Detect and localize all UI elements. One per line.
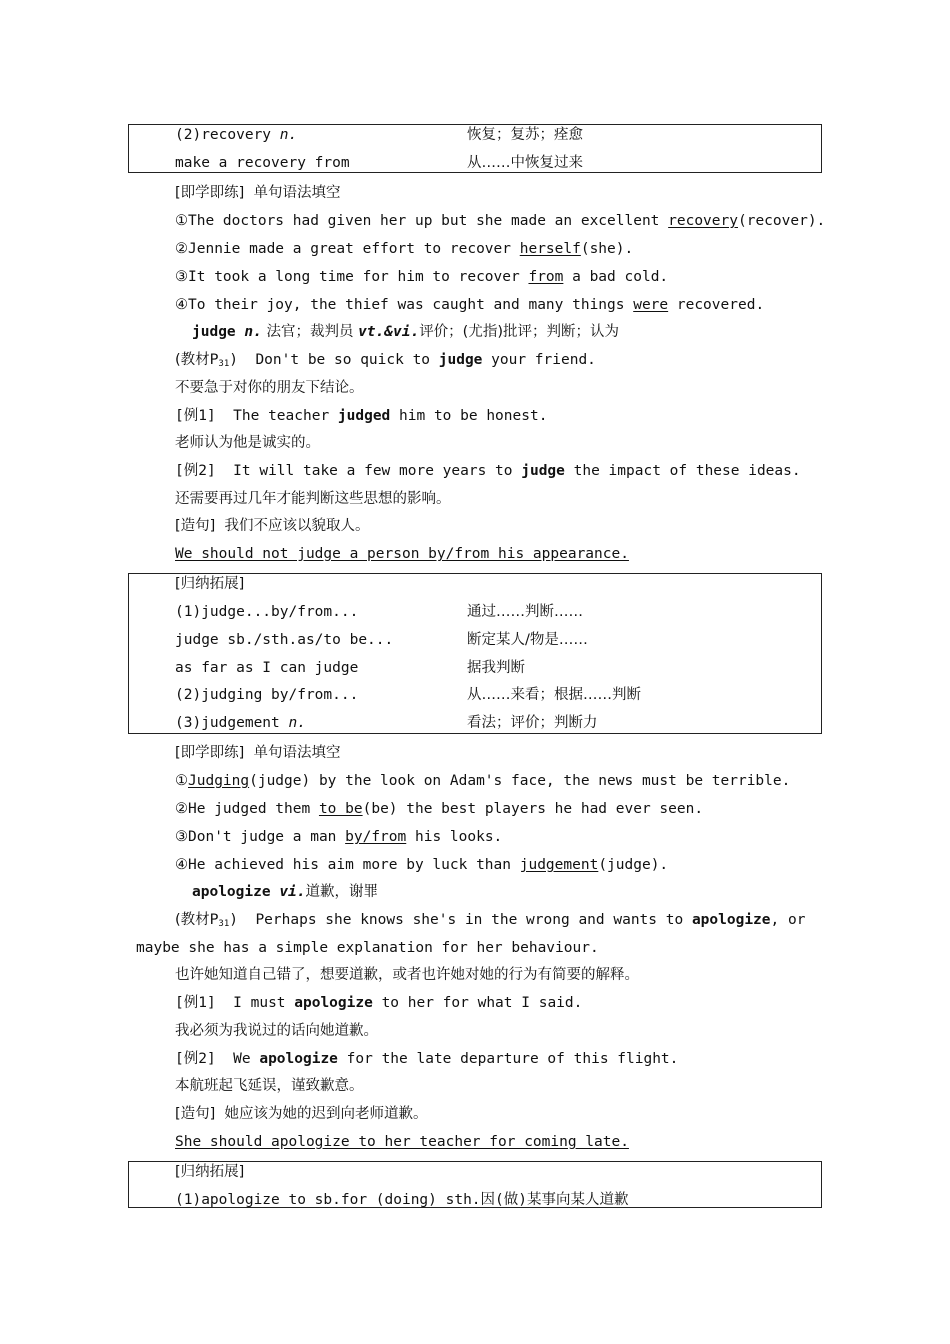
practice-item: ③It took a long time for him to recover from a bad cold. <box>175 269 669 285</box>
vocab-entry-judge: judge n. 法官；裁判员 vt.&vi.评价；(尤指)批评；判断；认为 <box>192 324 620 340</box>
box2-term: (1)judge...by/from... <box>175 604 359 620</box>
box1-meaning-recovery: 恢复；复苏；痊愈 <box>467 127 583 143</box>
vocab-entry-apologize: apologize vi.道歉，谢罪 <box>192 884 379 900</box>
translation: 还需要再过几年才能判断这些思想的影响。 <box>175 491 451 507</box>
practice-heading: [即学即练] 单句语法填空 <box>175 745 341 761</box>
answer: recovery <box>668 213 738 229</box>
textbook-sentence: (教材$P_{31}$) Perhaps she knows she's in the wrong and wants to apologize, or <box>175 912 806 929</box>
translation: 也许她知道自己错了，想要道歉，或者也许她对她的行为有简要的解释。 <box>175 967 639 983</box>
example-2: [例2] It will take a few more years to judge the impact of these ideas. <box>175 463 801 479</box>
box2-term: judge sb./sth.as/to be... <box>175 632 394 648</box>
practice-item: ④To their joy, the thief was caught and many things were recovered. <box>175 297 765 313</box>
example-1: [例1] The teacher judged him to be honest. <box>175 408 548 424</box>
box2-term: (2)judging by/from... <box>175 687 359 703</box>
example-2: [例2] We apologize for the late departure of this flight. <box>175 1051 679 1067</box>
translation: 我必须为我说过的话向她道歉。 <box>175 1023 378 1039</box>
answer: were <box>633 297 669 313</box>
practice-heading: [即学即练] 单句语法填空 <box>175 185 341 201</box>
box1-term-recovery: (2)recovery n. <box>175 127 298 143</box>
box2-term: as far as I can judge <box>175 660 359 676</box>
practice-item: ③Don't judge a man by/from his looks. <box>175 829 503 845</box>
box2-meaning: 从……来看；根据……判断 <box>467 687 641 703</box>
box2-meaning: 据我判断 <box>467 660 525 676</box>
practice-item: ②Jennie made a great effort to recover herself(she). <box>175 241 634 257</box>
make-sentence-answer: She should apologize to her teacher for coming late. <box>175 1134 629 1150</box>
answer: judgement <box>519 857 599 873</box>
box2-meaning: 看法；评价；判断力 <box>467 715 598 731</box>
make-sentence-prompt: [造句] 她应该为她的迟到向老师道歉。 <box>175 1106 428 1122</box>
answer: Judging <box>188 773 250 789</box>
translation: 不要急于对你的朋友下结论。 <box>175 380 364 396</box>
practice-item: ①The doctors had given her up but she made an excellent recovery(recover). <box>175 213 826 229</box>
practice-item: ④He achieved his aim more by luck than judgement(judge). <box>175 857 669 873</box>
summary-heading: [归纳拓展] <box>175 1164 245 1180</box>
translation: 老师认为他是诚实的。 <box>175 435 320 451</box>
answer: to be <box>318 801 363 817</box>
textbook-sentence-cont: maybe she has a simple explanation for her behaviour. <box>136 940 599 956</box>
example-1: [例1] I must apologize to her for what I said. <box>175 995 583 1011</box>
summary-heading: [归纳拓展] <box>175 576 245 592</box>
box3-term: (1)apologize to sb.for (doing) sth.因(做)某事向某人道歉 <box>175 1192 629 1208</box>
box2-meaning: 通过……判断…… <box>467 604 583 620</box>
box1-meaning-make-recovery: 从……中恢复过来 <box>467 155 583 171</box>
translation: 本航班起飞延误，谨致歉意。 <box>175 1078 364 1094</box>
answer: herself <box>519 241 581 257</box>
box2-term: (3)judgement n. <box>175 715 306 731</box>
practice-item: ①Judging(judge) by the look on Adam's face, the news must be terrible. <box>175 773 791 789</box>
practice-item: ②He judged them to be(be) the best players he had ever seen. <box>175 801 704 817</box>
textbook-sentence: (教材$P_{31}$) Don't be so quick to judge your friend. <box>175 352 596 369</box>
summary-box-judge <box>128 573 822 734</box>
make-sentence-prompt: [造句] 我们不应该以貌取人。 <box>175 518 370 534</box>
make-sentence-answer: We should not judge a person by/from his appearance. <box>175 546 629 562</box>
box2-meaning: 断定某人/物是…… <box>467 632 588 648</box>
box1-term-make-recovery: make a recovery from <box>175 155 350 171</box>
answer: from <box>528 269 564 285</box>
answer: by/from <box>345 829 407 845</box>
